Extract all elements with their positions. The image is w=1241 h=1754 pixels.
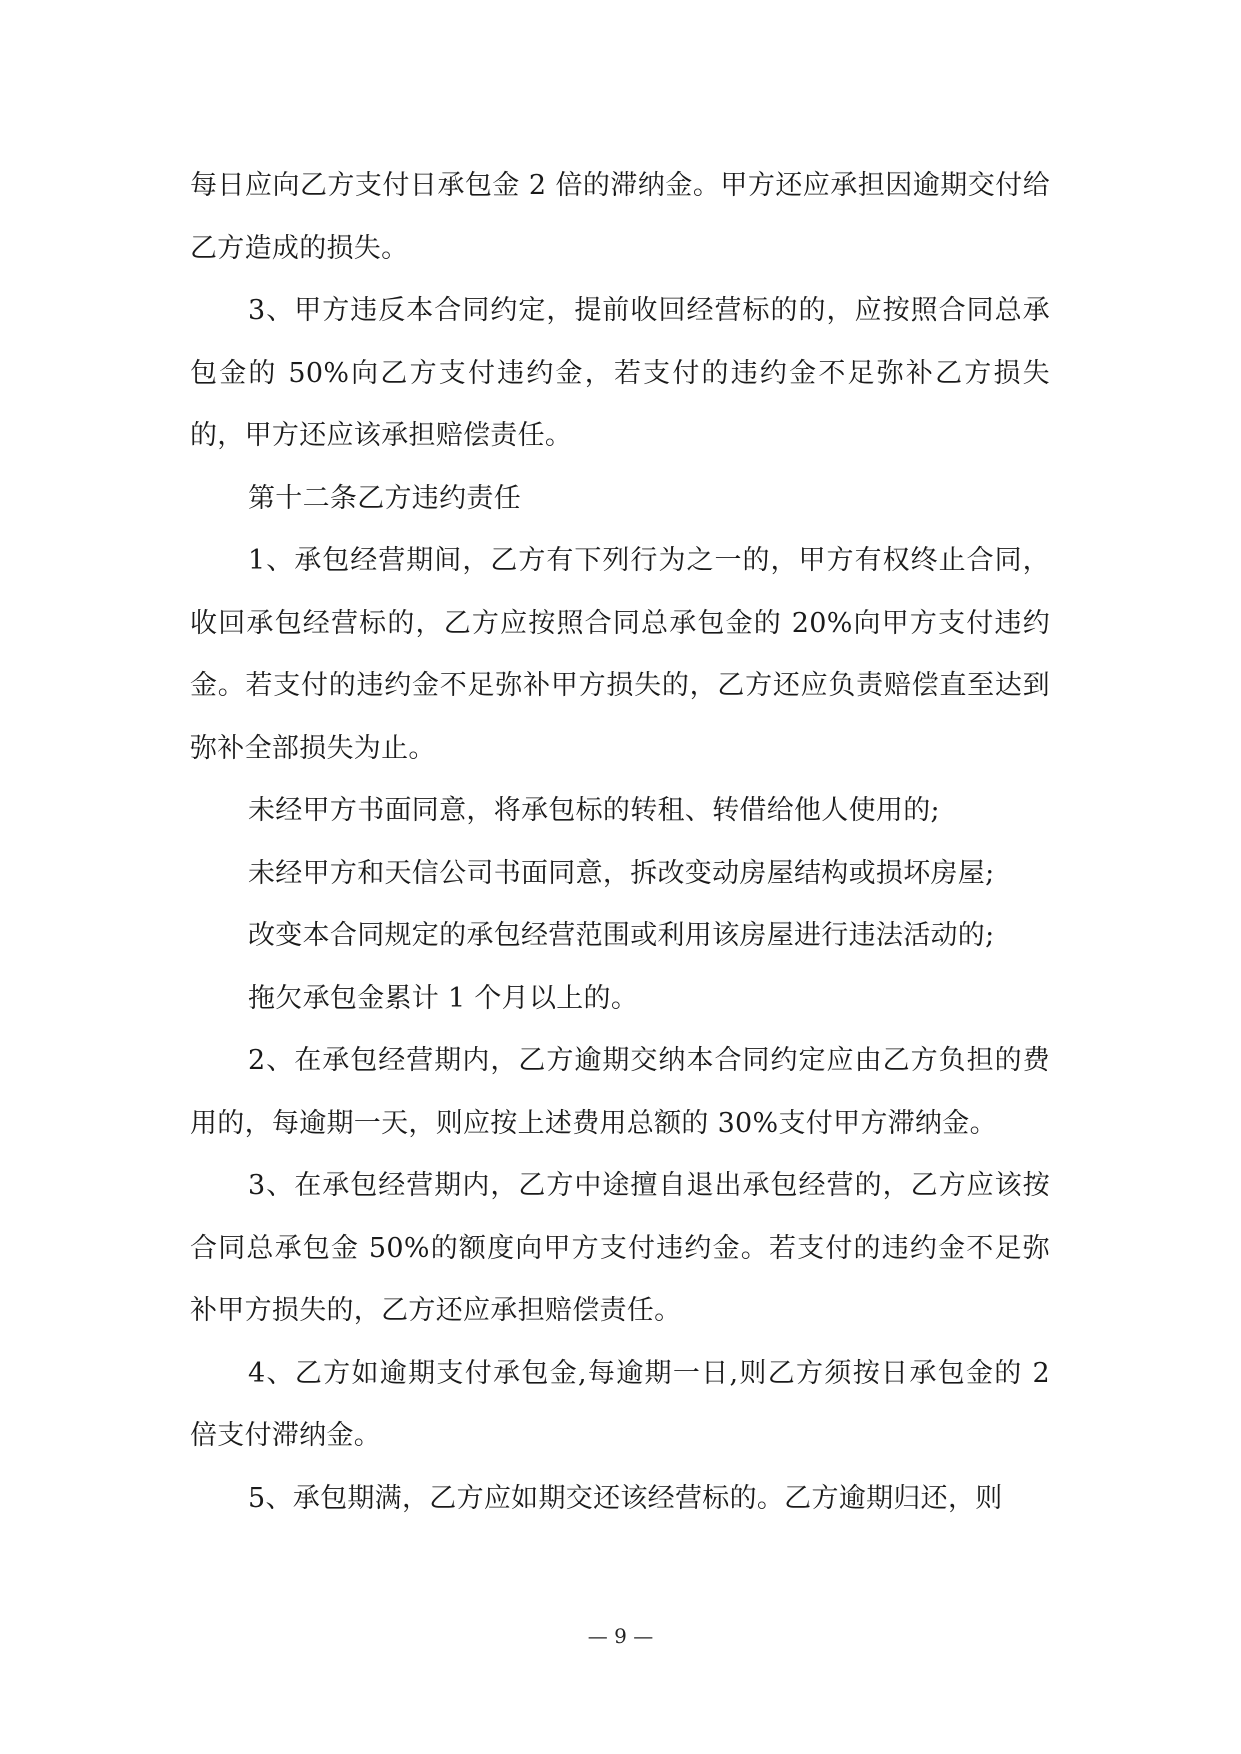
paragraph-2: 3、甲方违反本合同约定，提前收回经营标的的，应按照合同总承包金的 50%向乙方支付违约金，若支付的违约金不足弥补乙方损失的，甲方还应该承担赔偿责任。 [190,295,1050,451]
page-number: — 9 — [587,1624,654,1648]
paragraph-10: 3、在承包经营期内，乙方中途擅自退出承包经营的，乙方应该按合同总承包金 50%的额度向甲方支付违约金。若支付的违约金不足弥补甲方损失的，乙方还应承担赔偿责任。 [190,1170,1050,1326]
list-item-4: 拖欠承包金累计 1 个月以上的。 [248,982,639,1014]
paragraph-11: 4、乙方如逾期支付承包金,每逾期一日,则乙方须按日承包金的 2 倍支付滞纳金。 [190,1357,1050,1451]
paragraph-1: 每日应向乙方支付日承包金 2 倍的滞纳金。甲方还应承担因逾期交付给乙方造成的损失。 [190,170,1050,264]
paragraph-12: 5、承包期满，乙方应如期交还该经营标的。乙方逾期归还，则 [248,1482,1003,1514]
document-body [190,155,1050,1530]
section-heading: 第十二条乙方违约责任 [248,482,521,514]
list-item-2: 未经甲方和天信公司书面同意，拆改变动房屋结构或损坏房屋; [248,857,995,889]
paragraph-4: 1、承包经营期间，乙方有下列行为之一的，甲方有权终止合同，收回承包经营标的，乙方应按照合同总承包金的 20%向甲方支付违约金。若支付的违约金不足弥补甲方损失的，乙方还应负责赔偿直至达到弥补全部损失为止。 [190,545,1050,764]
list-item-3: 改变本合同规定的承包经营范围或利用该房屋进行违法活动的; [248,920,995,951]
paragraph-9: 2、在承包经营期内，乙方逾期交纳本合同约定应由乙方负担的费用的，每逾期一天，则应按上述费用总额的 30%支付甲方滞纳金。 [190,1045,1050,1139]
list-item-1: 未经甲方书面同意，将承包标的转租、转借给他人使用的; [248,795,940,826]
